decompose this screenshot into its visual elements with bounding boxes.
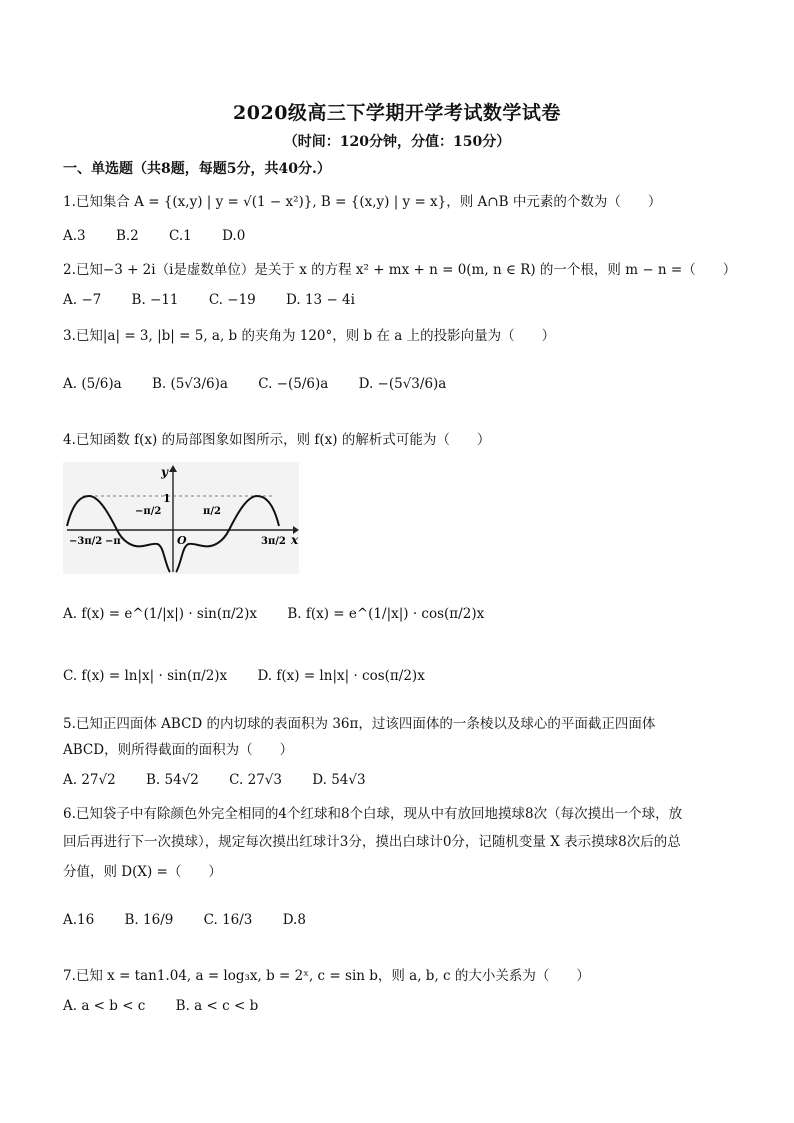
function-graph (63, 462, 299, 574)
option-c: C. 27√3 (229, 772, 282, 788)
option-a: A. a < b < c (63, 998, 146, 1014)
option-c: C. −(5/6)a (258, 376, 329, 392)
option-b: B. f(x) = e^(1/|x|) · cos(π/2)x (287, 606, 485, 622)
option-b: B. −11 (131, 292, 179, 308)
neg-three-half-pi-label: −3π/2 (69, 536, 103, 547)
question-6-stem-line1: 6.已知袋子中有除颜色外完全相同的4个红球和8个白球，现从中有放回地摸球8次（每次摸出一个球，放 (63, 806, 683, 822)
question-7-options (63, 998, 284, 1014)
option-c: C. f(x) = ln|x| · sin(π/2)x (63, 668, 228, 684)
question-4-stem: 4.已知函数 f(x) 的局部图象如图所示，则 f(x) 的解析式可能为（ ） (63, 432, 491, 448)
three-half-pi-label: 3π/2 (261, 536, 286, 547)
option-c: C.1 (169, 228, 192, 244)
question-4-options-row2 (63, 668, 451, 684)
question-2-options (63, 292, 381, 308)
question-2-stem: 2.已知−3 + 2i（i是虚数单位）是关于 x 的方程 x² + mx + n = 0(m, n ∈ R) 的一个根，则 m − n =（ ） (63, 262, 737, 278)
question-4-options-row1 (63, 606, 510, 622)
question-6-stem-line2: 回后再进行下一次摸球），规定每次摸出红球计3分，摸出白球计0分，记随机变量 X 表示摸球8次后的总 (63, 834, 681, 850)
origin-label: O (177, 534, 187, 547)
option-a: A. (5/6)a (63, 376, 122, 392)
option-c: C. −19 (208, 292, 256, 308)
option-d: D.0 (222, 228, 246, 244)
option-d: D. f(x) = ln|x| · cos(π/2)x (257, 668, 425, 684)
question-7-stem: 7.已知 x = tan1.04, a = log₃x, b = 2ˣ, c = sin b，则 a, b, c 的大小关系为（ ） (63, 968, 590, 984)
option-c: C. 16/3 (203, 912, 253, 928)
option-a: A.3 (63, 228, 86, 244)
option-b: B.2 (115, 228, 139, 244)
question-6-stem-line3: 分值，则 D(X) =（ ） (63, 864, 222, 880)
option-b: B. 54√2 (146, 772, 199, 788)
question-5-options (63, 772, 392, 788)
option-a: A. −7 (63, 292, 102, 308)
question-5-stem-line2: ABCD，则所得截面的面积为（ ） (63, 742, 294, 758)
option-d: D. −(5√3/6)a (358, 376, 447, 392)
section-heading: 一、单选题（共8题，每题5分，共40分.） (63, 161, 331, 177)
option-b: B. a < c < b (175, 998, 259, 1014)
option-b: B. 16/9 (124, 912, 174, 928)
question-6-options (63, 912, 332, 928)
option-d: D. 13 − 4i (286, 292, 355, 308)
option-d: D.8 (282, 912, 306, 928)
question-3-stem: 3.已知|a| = 3, |b| = 5, a, b 的夹角为 120°，则 b 在 a 上的投影向量为（ ） (63, 328, 556, 344)
question-1-stem: 1.已知集合 A = {(x,y) | y = √(1 − x²)}, B = {(x,y) | y = x}，则 A∩B 中元素的个数为（ ） (63, 194, 662, 210)
page-title: 2020级高三下学期开学考试数学试卷 (233, 102, 561, 124)
neg-pi-label: −π (105, 536, 121, 547)
neg-half-pi-label: −π/2 (135, 506, 162, 517)
option-a: A. 27√2 (63, 772, 116, 788)
option-a: A. f(x) = e^(1/|x|) · sin(π/2)x (63, 606, 258, 622)
y-one-label: 1 (163, 492, 171, 505)
page-subtitle: （时间：120分钟，分值：150分） (283, 134, 511, 150)
question-3-options (63, 376, 472, 392)
question-5-stem-line1: 5.已知正四面体 ABCD 的内切球的表面积为 36π，过该四面体的一条棱以及球心的平面截正四面体 (63, 716, 656, 732)
option-a: A.16 (63, 912, 95, 928)
y-axis-label: y (161, 465, 168, 479)
x-axis-label: x (291, 533, 299, 547)
option-d: D. 54√3 (312, 772, 366, 788)
question-1-options (63, 228, 271, 244)
half-pi-label: π/2 (203, 506, 221, 517)
option-b: B. (5√3/6)a (151, 376, 228, 392)
